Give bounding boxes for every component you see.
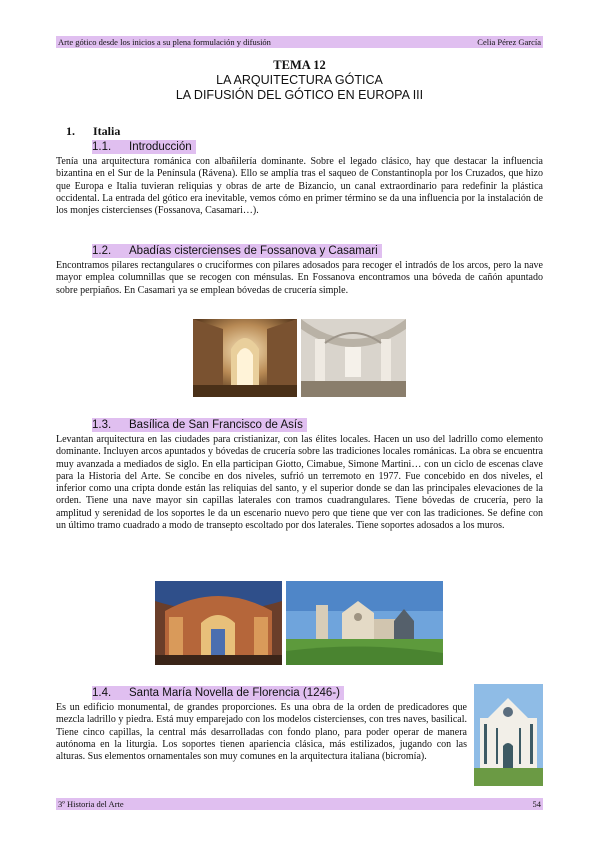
header-left: Arte gótico desde los inicios a su plena formulación y difusión xyxy=(58,37,271,47)
section-label: Italia xyxy=(93,124,121,138)
subsection-number: 1.3. xyxy=(92,419,112,431)
subsection-title: Abadías cistercienses de Fossanova y Casamari xyxy=(129,245,378,257)
subsection-number: 1.4. xyxy=(92,687,112,699)
fossanova-nave-photo xyxy=(193,319,297,397)
paragraph-introduccion: Tenía una arquitectura románica con albañilería dominante. Sobre el legado clásico, hay que destacar la influencia bizantina en el Sur de la Península (Rávena). Ello se amplía tras el saqueo de Constantinopla por los Cruzados, que hizo que Europa e Italia tuvieran reliquias y obras de arte de Bizancio, un canal extraordinario para redefinir la plástica occidental. La entrada del gótico era inevitable, vemos cómo en primer término se da una influencia por la instalación de los monjes cistercienses (Fossanova, Casamari…). xyxy=(56,156,543,217)
subsection-number: 1.1. xyxy=(92,141,112,153)
paragraph-basilica: Levantan arquitectura en las ciudades para cristianizar, con las élites locales. Hacen un uso del ladrillo como elemento dominante. Incluyen arcos apuntados y bóvedas de crucería sobre las tradiciones locales románicas. La obra se encuentra muy avanzada a mediados de siglo. En ella participan Giotto, Cimabue, Simone Martini… con un ciclo de escenas clave para la Historia del Arte. Se concibe en dos niveles, sufrió un terremoto en 1977. Fue concebido en dos niveles, el inferior como una cripta donde están las reliquias del santo, y el superior donde se dan las principales elevaciones de la orden. Tiene una nave mayor sin capillas laterales con tramos cuadrangulares. Tiene bóvedas de crucería, pero la amplitud y serenidad de los soportes le da un escenario nuevo pero que tiene que ver con las tradiciones. Se define con un último tramo cuadrado a modo de transepto escoltado por dos laterales. Tiene soportes adosados a los muros. xyxy=(56,434,543,532)
casamari-nave-photo xyxy=(301,319,406,397)
subsection-title: Santa María Novella de Florencia (1246-) xyxy=(129,687,340,699)
paragraph-abadias: Encontramos pilares rectangulares o cruciformes con pilares adosados para recoger el intradós de los arcos, pero la nave mayor emplea columnillas que se recogen con ménsulas. En Fossanova encontramos una bóveda de cañón apuntado sobre perpiaños. En Casamari ya se emplean bóvedas de crucería simple. xyxy=(56,260,543,296)
subsection-title: Introducción xyxy=(129,141,192,153)
section-heading xyxy=(66,124,120,138)
header-right: Celia Pérez García xyxy=(477,37,541,47)
santa-maria-novella-facade-photo xyxy=(474,684,543,786)
subsection-heading-1-3 xyxy=(92,418,307,432)
title-line-3: LA DIFUSIÓN DEL GÓTICO EN EUROPA III xyxy=(175,88,424,102)
footer-left: 3º Historia del Arte xyxy=(58,799,124,809)
assisi-interior-frescoes-photo xyxy=(155,581,282,665)
page-header xyxy=(56,36,543,48)
page-footer xyxy=(56,798,543,810)
title-line-2: LA ARQUITECTURA GÓTICA xyxy=(216,73,383,87)
chapter-title xyxy=(56,58,543,103)
subsection-heading-1-1 xyxy=(92,140,196,154)
assisi-exterior-photo xyxy=(286,581,443,665)
subsection-title: Basílica de San Francisco de Asís xyxy=(129,419,303,431)
subsection-heading-1-4 xyxy=(92,686,344,700)
section-number: 1. xyxy=(66,124,75,138)
paragraph-santa-maria-novella: Es un edificio monumental, de grandes proporciones. Es una obra de la orden de predicadores que mezcla ladrillo y piedra. Está muy emparejado con los modelos cistercienses, con tres naves, basilical. Tiene cinco capillas, la central más desarrolladas con fondo plano, para poder operar de manera autónoma en la liturgia. Los soportes tienen apariencia clásica, más estilizados, jugando con las alturas. Sus elementos ornamentales son muy comunes en la arquitectura italiana (bicromía). xyxy=(56,702,467,763)
subsection-heading-1-2 xyxy=(92,244,382,258)
subsection-number: 1.2. xyxy=(92,245,112,257)
page-number: 54 xyxy=(532,799,541,809)
title-line-1: TEMA 12 xyxy=(273,58,326,72)
